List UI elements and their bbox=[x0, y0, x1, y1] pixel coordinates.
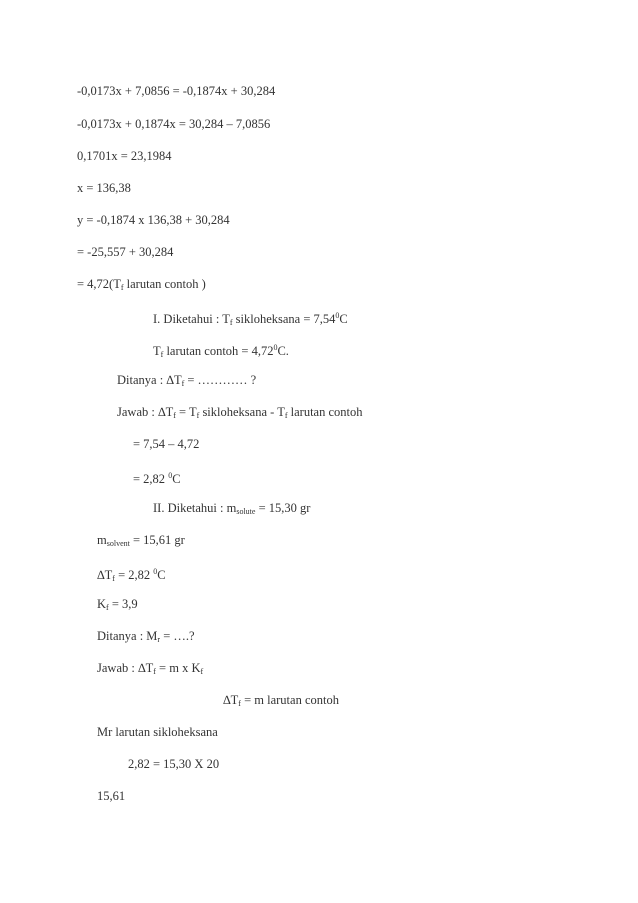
equation-line: 0,1701x = 23,1984 bbox=[77, 149, 172, 163]
equation-line: -0,0173x + 7,0856 = -0,1874x + 30,284 bbox=[77, 84, 276, 98]
known-delta-tf: $\Delta T_f = 2,82$ $^0$C bbox=[97, 567, 166, 583]
substitution-line: 2,82 = 15,30 X 20 bbox=[128, 757, 220, 771]
substitution-denominator: 15,61 bbox=[97, 789, 126, 803]
question-mr: Ditanya : $M_r$ = ….? bbox=[97, 629, 195, 644]
known-tf-sample: $T_f$ larutan contoh = $4,72^0C$. bbox=[153, 343, 289, 359]
equation-line: = -25,557 + 30,284 bbox=[77, 245, 174, 259]
equation-line: -0,0173x + 0,1874x = 30,284 – 7,0856 bbox=[77, 117, 271, 131]
answer-line: Jawab : $\Delta T_f = T_f$ sikloheksana - $T_f$ larutan contoh bbox=[117, 405, 363, 420]
calculation-line: = 2,82 $^0$C bbox=[133, 471, 181, 486]
equation-line: x = 136,38 bbox=[77, 181, 131, 195]
known-solvent-mass: $m_{solvent} = 15,61$ gr bbox=[97, 533, 185, 548]
known-kf: $K_f = 3,9$ bbox=[97, 597, 138, 612]
equation-line: y = -0,1874 x 136,38 + 30,284 bbox=[77, 213, 230, 227]
formula-line: $\Delta T_f = m$ larutan contoh bbox=[223, 693, 339, 708]
question-line: Ditanya : $\Delta T_f$ = ………… ? bbox=[117, 373, 257, 388]
answer-formula: Jawab : $\Delta T_f = m$ x $K_f$ bbox=[97, 661, 204, 676]
known-tf-cyclohexane: I. Diketahui : $T_f$ sikloheksana = $7,54^0C$ bbox=[153, 311, 348, 327]
calculation-line: = 7,54 – 4,72 bbox=[133, 437, 200, 451]
known-solute-mass: II. Diketahui : $m_{solute} = 15,30$ gr bbox=[153, 501, 311, 516]
result-line: = $4,72(T_f$ larutan contoh ) bbox=[77, 277, 206, 292]
formula-denominator: Mr larutan sikloheksana bbox=[97, 725, 218, 739]
